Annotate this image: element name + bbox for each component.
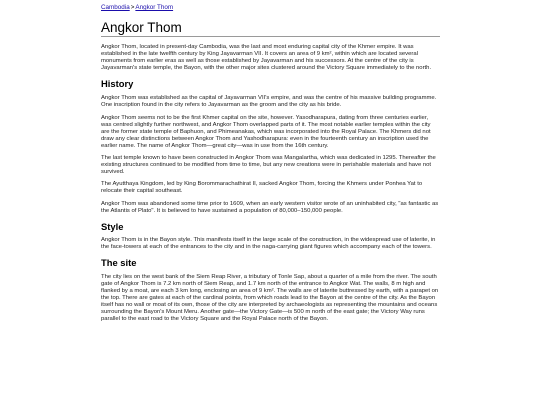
- section-heading-style: Style: [101, 220, 124, 232]
- intro-paragraph: Angkor Thom, located in present-day Cambodia, was the last and most enduring capital city of the Khmer empire. It was established in the late twelfth century by King Jayavarman VII. It covers an area of 9 km², within which are located several monuments from earlier eras as well as those established by Jayavarman and his successors. At the centre of the city is Jayavarman's state temple, the Bayon, with the other major sites clustered around the Victory Square immediately to the north.: [101, 44, 432, 72]
- breadcrumb: [101, 4, 440, 11]
- history-paragraph-4: The Ayutthaya Kingdom, led by King Borommarachathirat II, sacked Angkor Thom, forcing the Khmers under Ponhea Yat to relocate their capital southeast.: [101, 181, 423, 195]
- breadcrumb-separator: >: [130, 4, 135, 11]
- article: [101, 0, 440, 324]
- section-heading-the-site: The site: [101, 256, 137, 268]
- breadcrumb-link-angkor-thom[interactable]: Angkor Thom: [135, 4, 174, 11]
- section-heading-history: History: [101, 78, 134, 90]
- site-paragraph-1: The city lies on the west bank of the Siem Reap River, a tributary of Tonle Sap, about a quarter of a mile from the river. The south gate of Angkor Thom is 7.2 km north of Siem Reap, and 1.7 km north of the entrance to Angkor Wat. The walls, 8 m high and flanked by a moat, are each 3 km long, enclosing an area of 9 km². The walls are of laterite buttressed by earth, with a parapet on the top. There are gates at each of the cardinal points, from which roads lead to the Bayon at the centre of the city. As the Bayon itself has no wall or moat of its own, those of the city are interpreted by archaeologists as representing the mountains and oceans surrounding the Bayon's Mount Meru. Another gate—the Victory Gate—is 500 m north of the east gate; the Victory Way runs parallel to the east road to the Victory Square and the Royal Palace north of the Bayon.: [101, 273, 439, 323]
- style-paragraph-1: Angkor Thom is in the Bayon style. This manifests itself in the large scale of the construction, in the widespread use of laterite, in the face-towers at each of the entrances to the city and in the naga-carrying giant figures which accompany each of the towers.: [101, 236, 436, 250]
- page-title: Angkor Thom: [101, 20, 440, 37]
- history-paragraph-5: Angkor Thom was abandoned some time prior to 1609, when an early western visitor wrote of an uninhabited city, "as fantastic as the Atlantis of Plato". It is believed to have sustained a population of 80,000–150,000 people.: [101, 200, 439, 214]
- history-paragraph-2: Angkor Thom seems not to be the first Khmer capital on the site, however. Yasodharapura, dating from three centuries earlier, was centred slightly further northwest, and Angkor Thom overlapped parts of it. The most notable earlier temples within the city are the former state temple of Baphuon, and Phimeanakas, which was incorporated into the Royal Palace. The Khmers did not draw any clear distinctions between Angkor Thom and Yashodharapura: even in the fourteenth century an inscription used the earlier name. The name of Angkor Thom—great city—was in use from the 16th century.: [101, 114, 431, 149]
- history-paragraph-3: The last temple known to have been constructed in Angkor Thom was Mangalartha, which was dedicated in 1295. Thereafter the existing structures continued to be modified from time to time, but any new creations were in perishable materials and have not survived.: [101, 155, 436, 176]
- breadcrumb-link-cambodia[interactable]: Cambodia: [101, 4, 130, 11]
- history-paragraph-1: Angkor Thom was established as the capital of Jayavarman VII's empire, and was the centre of his massive building programme. One inscription found in the city refers to Jayavarman as the groom and the city as his bride.: [101, 95, 437, 109]
